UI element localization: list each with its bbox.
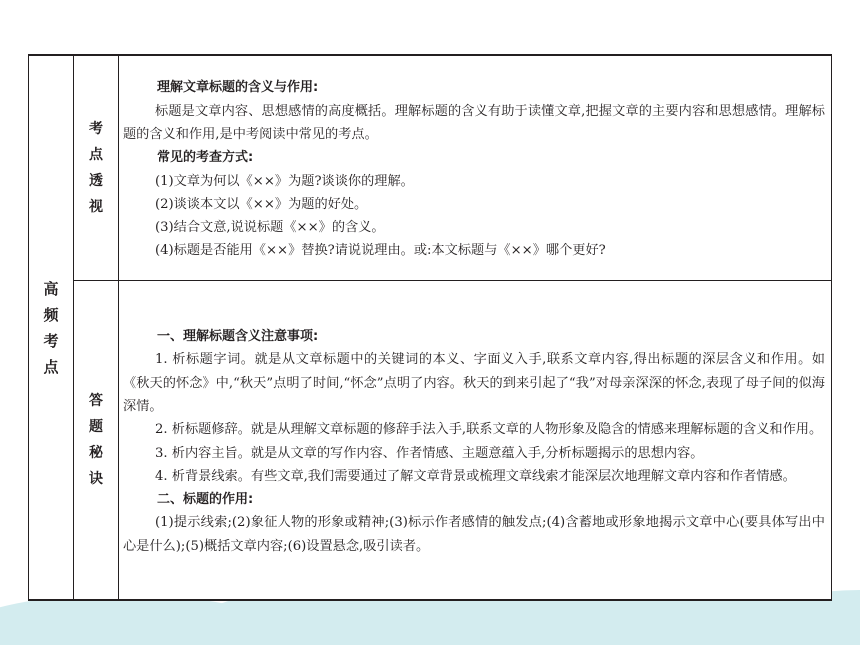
exam-points-table bbox=[28, 54, 832, 601]
exam-points-heading: 理解文章标题的含义与作用: bbox=[157, 80, 319, 96]
exam-points-content bbox=[119, 55, 832, 281]
question-types-heading: 常见的考查方式: bbox=[157, 150, 254, 166]
section-label-exam-points: 考 点 透 视 bbox=[74, 55, 119, 281]
question-type-item: (2)谈谈本文以《××》为题的好处。 bbox=[155, 196, 368, 212]
question-type-item: (1)文章为何以《××》为题?谈谈你的理解。 bbox=[155, 173, 414, 189]
answer-tips-content bbox=[119, 281, 832, 601]
question-type-item: (4)标题是否能用《××》替换?请说说理由。或:本文标题与《××》哪个更好? bbox=[155, 243, 606, 259]
section-exam-points-row bbox=[29, 55, 832, 281]
section-answer-tips-row bbox=[29, 281, 832, 601]
notes-heading: 一、理解标题含义注意事项: bbox=[157, 329, 319, 345]
section-label-answer-tips: 答 题 秘 诀 bbox=[74, 281, 119, 601]
question-type-item: (3)结合文意,说说标题《××》的含义。 bbox=[155, 220, 385, 236]
title-functions-heading: 二、标题的作用: bbox=[157, 492, 254, 508]
tip-paragraph: 2. 析标题修辞。就是从理解文章标题的修辞手法入手,联系文章的人物形象及隐含的情感来理解标题的含义和作用。 bbox=[155, 422, 823, 438]
tip-paragraph: 4. 析背景线索。有些文章,我们需要通过了解文章背景或梳理文章线索才能深层次地理解文章内容和作者情感。 bbox=[155, 468, 796, 484]
tip-paragraph: 1. 析标题字词。就是从文章标题中的关键词的本义、字面义入手,联系文章内容,得出标题的深层含义和作用。如《秋天的怀念》中,“秋天”点明了时间,“怀念”点明了内容。秋天的到来引起了“我”对母亲深深的怀念,表现了母子间的似海深情。 bbox=[123, 352, 825, 414]
exam-points-intro: 标题是文章内容、思想感情的高度概括。理解标题的含义有助于读懂文章,把握文章的主要内容和思想感情。理解标题的含义和作用,是中考阅读中常见的考点。 bbox=[123, 103, 825, 142]
side-label-high-frequency: 高 频 考 点 bbox=[29, 55, 74, 600]
tip-paragraph: 3. 析内容主旨。就是从文章的写作内容、作者情感、主题意蕴入手,分析标题揭示的思想内容。 bbox=[155, 445, 704, 461]
title-functions-text: (1)提示线索;(2)象征人物的形象或精神;(3)标示作者感情的触发点;(4)含蓄地或形象地揭示文章中心(要具体写出中心是什么);(5)概括文章内容;(6)设置悬念,吸引读者。 bbox=[123, 515, 825, 554]
